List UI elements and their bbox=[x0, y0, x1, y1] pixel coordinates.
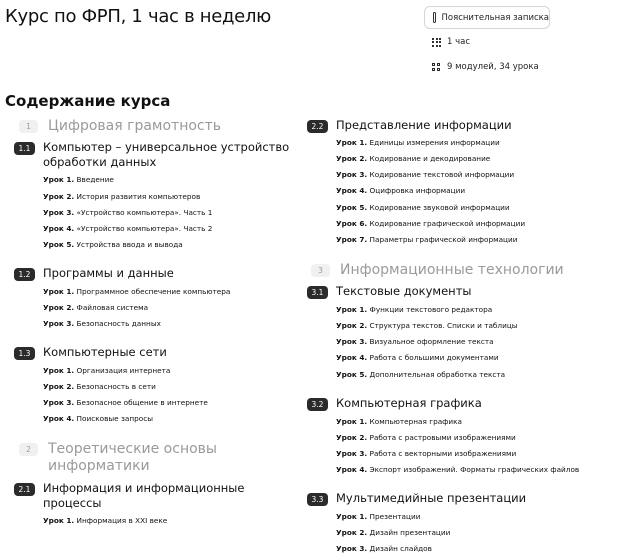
lesson-title: Информация в XXI веке bbox=[76, 516, 168, 525]
lesson-number: Урок 1. bbox=[336, 512, 368, 521]
lesson-number: Урок 1. bbox=[43, 287, 75, 296]
lesson-number: Урок 1. bbox=[336, 138, 368, 147]
topic-3-2[interactable] bbox=[307, 396, 627, 411]
lesson-title: Оцифровка информации bbox=[369, 186, 466, 195]
lesson-item[interactable] bbox=[336, 203, 510, 213]
lesson-number: Урок 4. bbox=[336, 353, 368, 362]
topic-title: Мультимедийные презентации bbox=[336, 491, 527, 505]
topic-number-badge: 3.3 bbox=[307, 493, 328, 506]
lesson-number: Урок 1. bbox=[336, 417, 368, 426]
lesson-title: Безопасность в сети bbox=[76, 382, 156, 391]
topic-number-badge: 1.1 bbox=[14, 142, 35, 155]
lesson-number: Урок 3. bbox=[336, 337, 368, 346]
lesson-item[interactable] bbox=[43, 240, 183, 250]
lesson-item[interactable] bbox=[336, 353, 499, 363]
topic-number-badge: 2.2 bbox=[307, 120, 328, 133]
lesson-item[interactable] bbox=[336, 305, 492, 315]
module-number-badge: 3 bbox=[311, 264, 330, 277]
lesson-item[interactable] bbox=[336, 235, 518, 245]
lesson-title: Работа с растровыми изображениями bbox=[369, 433, 516, 442]
lesson-title: Кодирование звуковой информации bbox=[369, 203, 510, 212]
lesson-number: Урок 2. bbox=[336, 433, 368, 442]
lesson-item[interactable] bbox=[336, 449, 516, 459]
lesson-item[interactable] bbox=[43, 224, 212, 234]
lesson-title: Кодирование графической информации bbox=[369, 219, 526, 228]
topic-title: Текстовые документы bbox=[336, 284, 472, 298]
lesson-number: Урок 2. bbox=[336, 528, 368, 537]
lesson-title: Введение bbox=[76, 175, 114, 184]
topic-number-badge: 3.1 bbox=[307, 286, 328, 299]
module-2[interactable] bbox=[19, 441, 258, 475]
lesson-item[interactable] bbox=[43, 516, 167, 526]
modules-grid-icon bbox=[432, 63, 441, 72]
module-1[interactable] bbox=[19, 118, 221, 135]
module-title: Информационные технологии bbox=[340, 262, 564, 278]
topic-3-3[interactable] bbox=[307, 491, 627, 506]
lesson-number: Урок 1. bbox=[43, 175, 75, 184]
lesson-title: Устройства ввода и вывода bbox=[76, 240, 183, 249]
lesson-number: Урок 3. bbox=[336, 544, 368, 553]
lesson-title: Программное обеспечение компьютера bbox=[76, 287, 231, 296]
lesson-title: Безопасное общение в интернете bbox=[76, 398, 208, 407]
topic-title: Компьютерная графика bbox=[336, 396, 482, 410]
lesson-title: Дизайн презентации bbox=[369, 528, 451, 537]
topic-1-2[interactable] bbox=[14, 266, 294, 281]
lesson-number: Урок 2. bbox=[43, 192, 75, 201]
lesson-number: Урок 2. bbox=[43, 303, 75, 312]
lesson-number: Урок 4. bbox=[336, 186, 368, 195]
topic-number-badge: 1.2 bbox=[14, 268, 35, 281]
lesson-title: «Устройство компьютера». Часть 1 bbox=[76, 208, 213, 217]
topic-title: Информация и информационные процессы bbox=[43, 481, 245, 510]
course-hours bbox=[432, 37, 470, 47]
lesson-number: Урок 4. bbox=[43, 414, 75, 423]
lesson-number: Урок 1. bbox=[336, 305, 368, 314]
lesson-item[interactable] bbox=[336, 138, 500, 148]
document-icon bbox=[433, 12, 436, 23]
lesson-number: Урок 6. bbox=[336, 219, 368, 228]
lesson-title: История развития компьютеров bbox=[76, 192, 201, 201]
lesson-item[interactable] bbox=[43, 414, 153, 424]
lesson-item[interactable] bbox=[43, 175, 114, 185]
lesson-number: Урок 5. bbox=[43, 240, 75, 249]
lesson-number: Урок 2. bbox=[336, 321, 368, 330]
module-title: Теоретические основы информатики bbox=[48, 441, 217, 474]
topic-2-2[interactable] bbox=[307, 118, 627, 133]
lesson-title: Функции текстового редактора bbox=[369, 305, 493, 314]
lesson-item[interactable] bbox=[336, 186, 465, 196]
lesson-title: Кодирование текстовой информации bbox=[369, 170, 515, 179]
lesson-number: Урок 4. bbox=[336, 465, 368, 474]
lesson-title: Дополнительная обработка текста bbox=[369, 370, 506, 379]
lesson-item[interactable] bbox=[43, 208, 212, 218]
topic-2-1[interactable] bbox=[14, 481, 294, 511]
lesson-title: Безопасность данных bbox=[76, 319, 161, 328]
lesson-title: Экспорт изображений. Форматы графических файлов bbox=[369, 465, 580, 474]
lesson-title: Работа с векторными изображениями bbox=[369, 449, 517, 458]
lesson-item[interactable] bbox=[336, 528, 450, 538]
lesson-number: Урок 1. bbox=[43, 516, 75, 525]
lesson-title: «Устройство компьютера». Часть 2 bbox=[76, 224, 213, 233]
topic-3-1[interactable] bbox=[307, 284, 627, 299]
lesson-title: Структура текстов. Списки и таблицы bbox=[369, 321, 518, 330]
lesson-title: Единицы измерения информации bbox=[369, 138, 500, 147]
explanatory-note-label: Пояснительная записка bbox=[441, 12, 549, 23]
lesson-item[interactable] bbox=[43, 382, 156, 392]
lesson-number: Урок 3. bbox=[336, 449, 368, 458]
lesson-title: Компьютерная графика bbox=[369, 417, 463, 426]
lesson-item[interactable] bbox=[336, 433, 516, 443]
topic-number-badge: 3.2 bbox=[307, 398, 328, 411]
course-hours-label: 1 час bbox=[447, 37, 471, 47]
module-3[interactable] bbox=[311, 262, 564, 279]
topic-title: Программы и данные bbox=[43, 266, 174, 280]
lesson-number: Урок 3. bbox=[43, 398, 75, 407]
topic-title: Компьютерные сети bbox=[43, 345, 167, 359]
course-contents-heading: Содержание курса bbox=[5, 92, 171, 110]
lesson-item[interactable] bbox=[43, 303, 148, 313]
lesson-title: Параметры графической информации bbox=[369, 235, 518, 244]
lesson-number: Урок 5. bbox=[336, 203, 368, 212]
lesson-item[interactable] bbox=[336, 170, 514, 180]
lesson-title: Файловая система bbox=[76, 303, 149, 312]
topic-title: Представление информации bbox=[336, 118, 512, 132]
lesson-number: Урок 3. bbox=[336, 170, 368, 179]
topic-number-badge: 2.1 bbox=[14, 483, 35, 496]
lesson-item[interactable] bbox=[336, 544, 432, 554]
lesson-number: Урок 3. bbox=[43, 319, 75, 328]
lesson-title: Дизайн слайдов bbox=[369, 544, 432, 553]
lesson-number: Урок 2. bbox=[43, 382, 75, 391]
topic-number-badge: 1.3 bbox=[14, 347, 35, 360]
lesson-item[interactable] bbox=[336, 219, 525, 229]
lesson-item[interactable] bbox=[336, 370, 505, 380]
module-number-badge: 2 bbox=[19, 443, 38, 456]
page-title: Курс по ФРП, 1 час в неделю bbox=[5, 6, 272, 27]
lesson-item[interactable] bbox=[336, 417, 462, 427]
lesson-item[interactable] bbox=[336, 465, 579, 475]
lesson-item[interactable] bbox=[336, 154, 490, 164]
topic-1-3[interactable] bbox=[14, 345, 294, 360]
lesson-item[interactable] bbox=[43, 366, 170, 376]
lesson-title: Кодирование и декодирование bbox=[369, 154, 491, 163]
lesson-number: Урок 2. bbox=[336, 154, 368, 163]
lesson-item[interactable] bbox=[336, 512, 420, 522]
explanatory-note-button[interactable] bbox=[424, 6, 550, 29]
topic-1-1[interactable] bbox=[14, 140, 294, 170]
lesson-item[interactable] bbox=[336, 337, 494, 347]
lesson-title: Организация интернета bbox=[76, 366, 171, 375]
lesson-item[interactable] bbox=[43, 192, 200, 202]
lesson-item[interactable] bbox=[43, 287, 230, 297]
lesson-number: Урок 7. bbox=[336, 235, 368, 244]
lesson-title: Поисковые запросы bbox=[76, 414, 153, 423]
lesson-number: Урок 1. bbox=[43, 366, 75, 375]
lesson-number: Урок 3. bbox=[43, 208, 75, 217]
lesson-item[interactable] bbox=[43, 319, 161, 329]
lesson-title: Работа с большими документами bbox=[369, 353, 499, 362]
course-modules-count-label: 9 модулей, 34 урока bbox=[447, 62, 539, 72]
lesson-title: Презентации bbox=[369, 512, 421, 521]
lesson-item[interactable] bbox=[336, 321, 518, 331]
lesson-item[interactable] bbox=[43, 398, 208, 408]
lesson-number: Урок 5. bbox=[336, 370, 368, 379]
course-modules-count bbox=[432, 62, 539, 72]
module-number-badge: 1 bbox=[19, 120, 38, 133]
lesson-number: Урок 4. bbox=[43, 224, 75, 233]
hours-grid-icon bbox=[432, 38, 441, 47]
topic-title: Компьютер – универсальное устройство обработки данных bbox=[43, 140, 290, 169]
module-title: Цифровая грамотность bbox=[48, 118, 222, 134]
lesson-title: Визуальное оформление текста bbox=[369, 337, 494, 346]
